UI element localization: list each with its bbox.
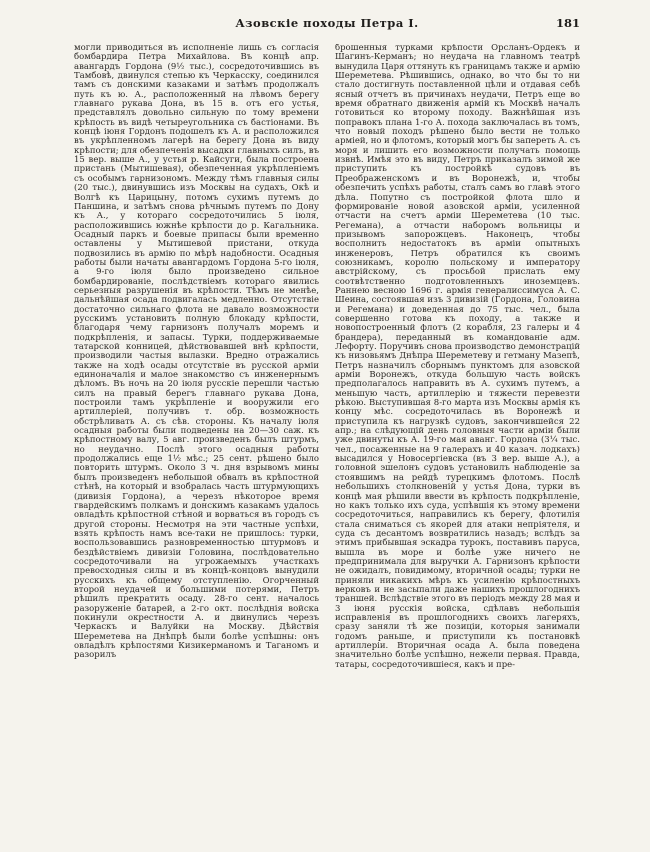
right-column: брошенныя турками крѣпости Орсланъ-Ордекъ и Шагинъ-Керманъ; но неудача на главномъ театрѣ вынудила Царя оттянуть къ границамъ также и армію Шереметева. Рѣшившись, однако, во что бы то ни стало достигнуть поставленной цѣли и отдавая себѣ ясный отчетъ въ причинахъ неудачи, Петръ еще во время обратнаго движенія армій къ Москвѣ началъ готовиться ко второму походу. Важнѣйшая изъ поправокъ плана 1-го А. похода заключалась въ томъ, что новый походъ рѣшено было вести не только арміей, но и флотомъ, который могъ бы запереть А. съ моря и лишить его возможности получать помощь извнѣ. Имѣя это въ виду, Петръ приказалъ зимой же приступить къ постройкѣ судовъ въ Преображенскомъ и въ Воронежѣ, и, чтобы обезпечить успѣхъ работы, сталъ самъ во главѣ этого дѣла. Попутно съ постройкой флота шло и формированіе новой азовской арміи, усиленной отчасти на счетъ арміи Шереметева (10 тыс. Регемана), а отчасти наборомъ вольницы и призывомъ запорожцевъ. Наконецъ, чтобы восполнить недостатокъ въ арміи опытныхъ инженеровъ, Петръ обратился къ своимъ союзникамъ, королю польскому и императору австрійскому, съ просьбой прислать ему соотвѣтственно подготовленныхъ иноземцевъ. Раннею весною 1696 г. армія генералиссимуса А. С. Шеина, состоявшая изъ 3 дивизій (Гордона, Головина и Регемана) и доведенная до 75 тыс. чел., была совершенно готова къ походу, а также и новопостроенный флотъ (2 корабля, 23 галеры и 4 брандера), переданный въ командованіе адм. Лефорту. Поручивъ снова производство демонстрацій къ низовьямъ Днѣпра Шереметеву и гетману Мазепѣ, Петръ назначилъ сборнымъ пунктомъ для азовской арміи Воронежъ, откуда большую часть войскъ предполагалось направить въ А. сухимъ путемъ, а меньшую часть, артиллерію и тяжести перевезти рѣкою. Выступившая 8-го марта изъ Москвы армія къ концу мѣс. сосредоточилась въ Воронежѣ и приступила къ нагрузкѣ судовъ, закончившейся 22 апр.; на слѣдующій день головныя части арміи были уже двинуты къ А. 19-го мая аванг. Гордона (3¼ тыс. чел., посаженные на 9 галерахъ и 40 казач. лодкахъ) высадился у Новосергіевска (въ 3 вер. выше А.), а головной эшелонъ судовъ установилъ наблюденіе за стоявшимъ на рейдѣ турецкимъ флотомъ. Послѣ небольшихъ столкновеній у устья Дона, турки въ концѣ мая рѣшили ввести въ крѣпость подкрѣпленіе, но какъ только ихъ суда, успѣвшія къ этому времени сосредоточиться, направились къ берегу, флотилія стала сниматься съ якорей для атаки непріятеля, и суда съ десантомъ возвратились назадъ; вслѣдъ за этимъ прибывшая эскадра турокъ, поставивъ паруса, вышла въ море и болѣе уже ничего не предпринимала для выручки А. Гарнизонъ крѣпости не ожидалъ, повидимому, вторичной осады; турки не приняли никакихъ мѣръ къ усиленію крѣпостныхъ верковъ и не засыпали даже нашихъ прошлогоднихъ траншей. Вслѣдствіе этого въ періодъ между 28 мая и 3 іюня русскія войска, сдѣлавъ небольшія исправленія въ прошлогоднихъ своихъ лагеряхъ, сразу заняли тѣ же позиціи, которыя занимали годомъ раньше, и приступили къ постановкѣ артиллеріи. Вторичная осада А. была поведена значительно болѣе успѣшно, нежели первая. Правда, татары, сосредоточившіеся, какъ и пре- xyxy=(335,44,580,670)
page-header xyxy=(74,16,580,36)
text-columns xyxy=(74,44,580,840)
left-column: могли приводиться въ исполненіе лишь съ согласія бомбардира Петра Михайлова. Въ концѣ апр. авангардъ Гордона (9½ тыс.), сосредоточившись въ Тамбовѣ, двинулся степью къ Черкасску, соединился тамъ съ донскими казаками и затѣмъ продолжалъ путь къ ю. А., расположенный на лѣвомъ берегу главнаго рукава Дона, въ 15 в. отъ его устья, представлялъ довольно сильную по тому времени крѣпость въ видѣ четыреугольника съ бастіонами. Въ концѣ іюня Гордонъ подошелъ къ А. и расположился въ укрѣпленномъ лагерѣ на берегу Дона въ виду крѣпости; для обезпеченія высадки главныхъ силъ, въ 15 вер. выше А., у устья р. Кайсуги, была построена пристань (Мытишевая), обезпеченная укрѣпленіемъ съ особымъ гарнизономъ. Между тѣмъ главныя силы (20 тыс.), двинувшись изъ Москвы на судахъ, Окѣ и Волгѣ къ Царицыну, потомъ сухимъ путемъ до Паншина, и затѣмъ снова рѣчнымъ путемъ по Дону къ А., у котораго сосредоточились 5 іюля, расположившись южнѣе крѣпости до р. Кагальника. Осадный паркъ и боевые припасы были временно оставлены у Мытишевой пристани, откуда подвозились въ армію по мѣрѣ надобности. Осадныя работы были начаты авангардомъ Гордона 5-го іюля, а 9-го іюля было произведено сильное бомбардированіе, послѣдствіемъ котораго явились серьезныя разрушенія въ крѣпости. Тѣмъ не менѣе, дальнѣйшая осада подвигалась медленно. Отсутствіе достаточно сильнаго флота не давало возможности русскимъ установить полную блокаду крѣпости, благодаря чему гарнизонъ получалъ моремъ и подкрѣпленія, и запасы. Турки, поддерживаемые татарской конницей, дѣйствовавшей внѣ крѣпости, производили частыя вылазки. Вредно отражались также на ходѣ осады отсутствіе въ русской арміи единоначалія и малое знакомство съ инженернымъ дѣломъ. Въ ночь на 20 іюля русскіе перешли частью силъ на правый берегъ главнаго рукава Дона, построили тамъ укрѣпленіе и вооружили его артиллеріей, получивъ т. обр. возможность обстрѣливать А. съ сѣв. стороны. Къ началу іюля осадныя работы были подведены на 20—30 саж. къ крѣпостному валу, 5 авг. произведенъ былъ штурмъ, но неудачно. Послѣ этого осадныя работы продолжались еще 1½ мѣс.; 25 сент. рѣшено было повторить штурмъ. Около 3 ч. дня взрывомъ мины былъ произведенъ небольшой обвалъ въ крѣпостной стѣнѣ, на который и взобралась часть штурмующихъ (дивизія Гордона), а черезъ нѣкоторое время гвардейскимъ полкамъ и донскимъ казакамъ удалось овладѣть крѣпостной стѣной и ворваться въ городъ съ другой стороны. Несмотря на эти частные успѣхи, взять крѣпость намъ все-таки не пришлось: турки, воспользовавшись разновременностью штурмовъ и бездѣйствіемъ дивизіи Головина, послѣдовательно сосредоточивали на угрожаемыхъ участкахъ превосходныя силы и въ концѣ-концовъ вынудили русскихъ къ общему отступленію. Огорченный второй неудачей и большими потерями, Петръ рѣшилъ прекратить осаду. 28-го сент. началось разоруженіе батарей, а 2-го окт. послѣднія войска покинули окрестности А. и двинулись черезъ Черкаскъ и Валуйки на Москву. Дѣйствія Шереметева на Днѣпрѣ были болѣе успѣшны: онъ овладѣлъ крѣпостями Кизикерманомъ и Таганомъ и разорилъ xyxy=(74,44,319,661)
running-title: Азовскіе походы Петра I. xyxy=(235,16,419,30)
page-number: 181 xyxy=(555,16,580,30)
